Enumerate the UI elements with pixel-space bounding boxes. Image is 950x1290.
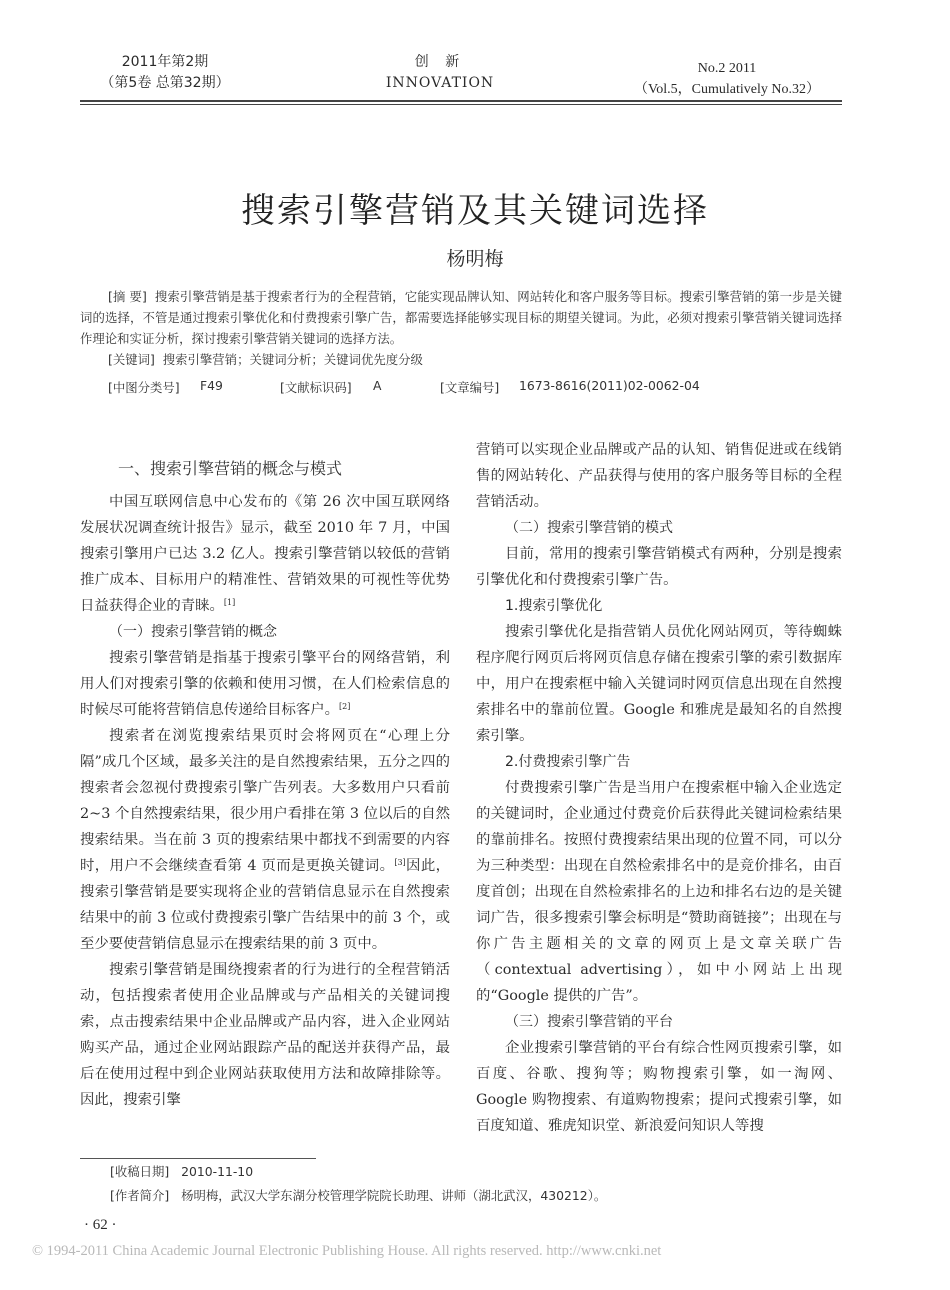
page-number: · 62 ·	[84, 1217, 117, 1233]
paragraph-4-continued: 营销可以实现企业品牌或产品的认知、销售促进或在线销售的网站转化、产品获得与使用的客户服务等目标的全程营销活动。	[476, 442, 842, 510]
received-value: 2010-11-10	[181, 1164, 254, 1179]
paragraph-7: 付费搜索引擎广告是当用户在搜索框中输入企业选定的关键词时，企业通过付费竞价后获得此关键词检索结果的靠前排名。按照付费搜索结果出现的位置不同，可以分为三种类型：出现在自然检索排名中的是竞价排名，由百度首创；出现在自然检索排名的上边和排名右边的是关键词广告，很多搜索引擎会标明是“赞助商链接”；出现在与你广告主题相关的文章的网页上是文章关联广告（contextual advertising），如中小网站上出现的“Google 提供的广告”。	[476, 780, 842, 1004]
issue-info	[80, 52, 250, 94]
subsection-1-title: （一）搜索引擎营销的概念	[109, 624, 277, 640]
reference-1: [1]	[223, 598, 236, 607]
abstract-paragraph	[80, 286, 842, 349]
paragraph-5: 目前，常用的搜索引擎营销模式有两种，分别是搜索引擎优化和付费搜索引擎广告。	[476, 546, 842, 588]
clc-value: F49	[200, 378, 223, 393]
issue-year: 2011年第2期	[121, 54, 209, 70]
author-bio-note	[110, 1186, 606, 1204]
clc-label: [中图分类号]	[108, 380, 180, 395]
issue-volume: （第5卷 总第32期）	[100, 75, 230, 91]
footnote-rule	[80, 1158, 316, 1159]
section-1-title: 一、搜索引擎营销的概念与模式	[118, 459, 343, 478]
doc-code-label: [文献标识码]	[280, 380, 352, 395]
paragraph-4: 搜索引擎营销是围绕搜索者的行为进行的全程营销活动，包括搜索者使用企业品牌或与产品相关的关键词搜索，点击搜索结果中企业品牌或产品内容，进入企业网站购买产品，通过企业网站跟踪产品的配送并获得产品，最后在使用过程中到企业网站获取使用方法和故障排除等。因此，搜索引擎	[80, 962, 450, 1108]
header-rule-thin	[80, 104, 842, 105]
received-date-note	[110, 1162, 253, 1180]
issue-info-en	[612, 58, 842, 100]
article-number-value: 1673-8616(2011)02-0062-04	[519, 378, 700, 393]
paragraph-3b-text: 因此，搜索引擎营销是要实现将企业的营销信息显示在自然搜索结果中的前 3 位或付费搜索引擎广告结果中的前 3 个，或至少要使营销信息显示在搜索结果的前 3 页中。	[80, 858, 450, 952]
subsection-2-1-title: 1.搜索引擎优化	[505, 598, 603, 614]
journal-name-en: INNOVATION	[385, 75, 495, 91]
paragraph-1	[80, 489, 450, 619]
journal-header	[80, 52, 842, 98]
paragraph-6: 搜索引擎优化是指营销人员优化网站网页，等待蜘蛛程序爬行网页后将网页信息存储在搜索引擎的索引数据库中，用户在搜索框中输入关键词时网页信息出现在自然搜索排名中的靠前位置。Google 和雅虎是最知名的自然搜索引擎。	[476, 624, 842, 744]
subsection-3-title: （三）搜索引擎营销的平台	[505, 1014, 673, 1030]
doc-code-value: A	[373, 378, 382, 393]
left-column	[80, 489, 450, 1113]
paragraph-8: 企业搜索引擎营销的平台有综合性网页搜索引擎，如百度、谷歌、搜狗等；购物搜索引擎，如一淘网、Google 购物搜索、有道购物搜索；提问式搜索引擎，如百度知道、雅虎知识堂、新浪爱问知识人等搜	[476, 1040, 842, 1134]
right-column	[476, 437, 842, 1139]
author-bio-label: [作者简介]	[110, 1188, 170, 1203]
journal-name	[370, 52, 510, 94]
abstract-text: 搜索引擎营销是基于搜索者行为的全程营销，它能实现品牌认知、网站转化和客户服务等目标。搜索引擎营销的第一步是关键词的选择，不管是通过搜索引擎优化和付费搜索引擎广告，都需要选择能够实现目标的期望关键词。为此，必须对搜索引擎营销关键词选择作理论和实证分析，探讨搜索引擎营销关键词的选择方法。	[80, 289, 843, 346]
paragraph-1-text: 中国互联网信息中心发布的《第 26 次中国互联网络发展状况调查统计报告》显示，截至 2010 年 7 月，中国搜索引擎用户已达 3.2 亿人。搜索引擎营销以较低的营销推广成本、目标用户的精准性、营销效果的可视性等优势日益获得企业的青睐。	[80, 494, 450, 614]
journal-name-cn: 创 新	[414, 54, 466, 70]
received-label: [收稿日期]	[110, 1164, 170, 1179]
keywords-paragraph	[80, 349, 842, 370]
keywords-label: [关键词]	[108, 352, 155, 367]
paragraph-3	[80, 723, 450, 957]
author-bio-value: 杨明梅，武汉大学东湖分校管理学院院长助理、讲师（湖北武汉，430212）。	[181, 1188, 607, 1203]
issue-number-en: No.2 2011	[697, 61, 757, 76]
keywords-text: 搜索引擎营销；关键词分析；关键词优先度分级	[162, 352, 423, 367]
abstract-block	[80, 286, 842, 370]
paragraph-3a-text: 搜索者在浏览搜索结果页时会将网页在“心理上分隔”成几个区域，最多关注的是自然搜索结果，五分之四的搜索者会忽视付费搜索引擎广告列表。大多数用户只看前 2~3 个自然搜索结果，很少用户看排在第 3 位以后的自然搜索结果。当在前 3 页的搜索结果中都找不到需要的内容时，用户不会继续查看第 4 页而是更换关键词。	[80, 728, 450, 874]
paragraph-2-text: 搜索引擎营销是指基于搜索引擎平台的网络营销，利用人们对搜索引擎的依赖和使用习惯，在人们检索信息的时候尽可能将营销信息传递给目标客户。	[80, 650, 450, 718]
reference-2: [2]	[339, 702, 351, 711]
paragraph-2	[80, 645, 450, 723]
reference-3: [3]	[394, 858, 406, 867]
copyright-watermark: © 1994-2011 China Academic Journal Electronic Publishing House. All rights reserved. http://www.cnki.net	[32, 1243, 662, 1259]
subsection-2-2-title: 2.付费搜索引擎广告	[505, 754, 631, 770]
article-title: 搜索引擎营销及其关键词选择	[241, 191, 709, 231]
article-author: 杨明梅	[446, 248, 504, 270]
abstract-label: [摘 要]	[108, 289, 147, 304]
issue-volume-en: （Vol.5，Cumulatively No.32）	[633, 82, 821, 97]
header-rule-thick	[80, 100, 842, 102]
article-number-label: [文章编号]	[440, 380, 500, 395]
subsection-2-title: （二）搜索引擎营销的模式	[505, 520, 673, 536]
